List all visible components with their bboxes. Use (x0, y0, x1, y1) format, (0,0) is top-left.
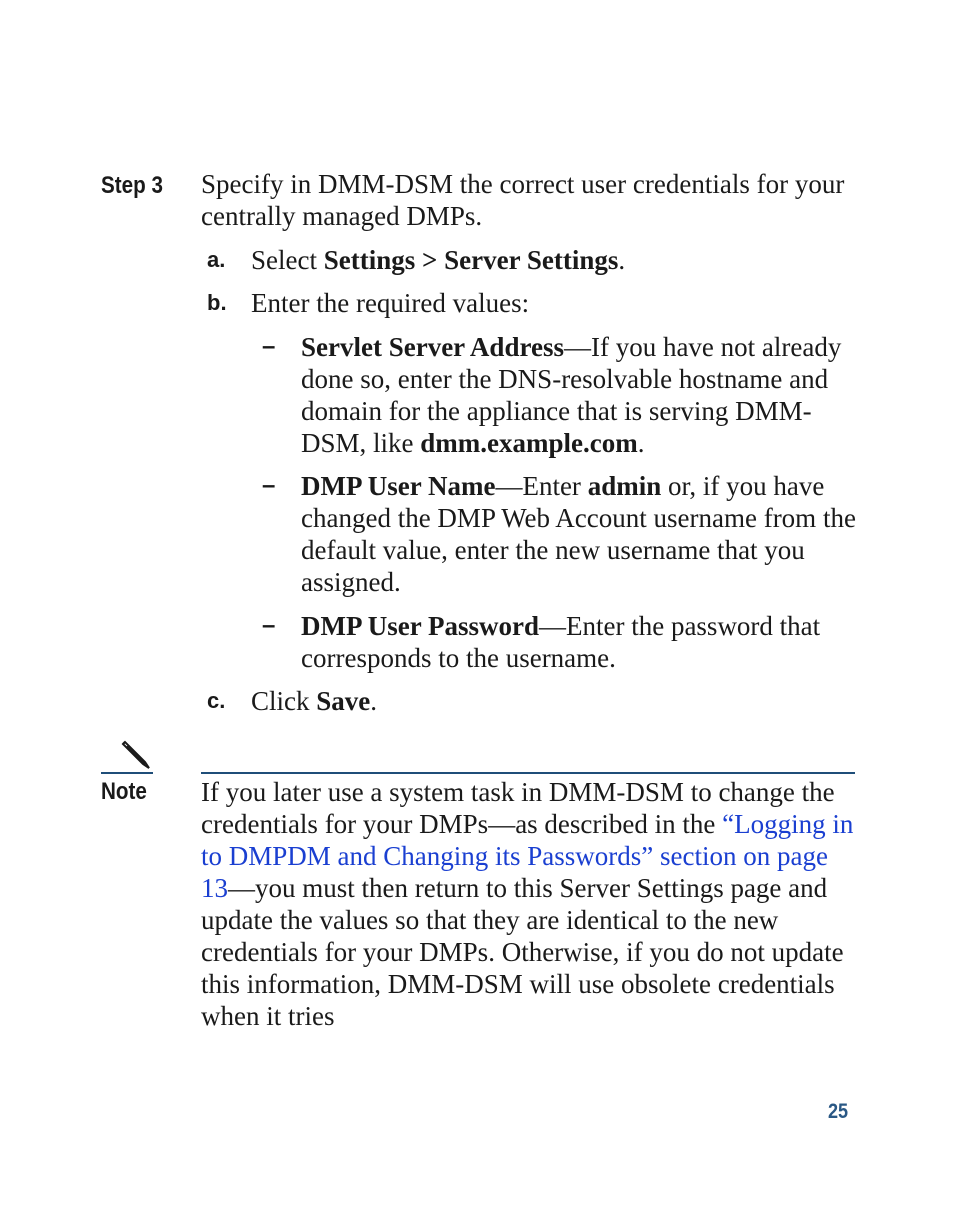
substep-c-text (251, 685, 871, 717)
bullet-body: Enter (522, 471, 588, 501)
note-body-continued: —you must then return to this Server Settings page and update the values so that they are identical to the new credentials for your DMPs. Otherwise, if you do not update this information, DMM-DSM will use obsolete credentials when it tries (201, 873, 844, 1031)
substep-c-letter: c. (207, 688, 226, 713)
page-number: 25 (828, 1100, 849, 1123)
bullet-term: DMP User Name (301, 471, 496, 501)
example-hostname: dmm.example.com (420, 428, 638, 458)
bullet-dmp-user-password (301, 610, 871, 674)
bullet-body-continued: or, if you have changed the DMP Web Account username from the default value, enter the new username that you assigned. (301, 471, 856, 597)
substep-c-suffix: . (370, 686, 377, 716)
note-icon-rule (101, 772, 153, 774)
note-text (201, 776, 861, 1032)
substep-a-prefix: Select (251, 245, 324, 275)
note-body: If you later use a system task in DMM-DSM to change the credentials for your DMPs—as described in the (201, 777, 835, 839)
bullet-servlet-server-address (301, 331, 871, 459)
em-dash: — (538, 611, 566, 641)
default-username: admin (587, 471, 662, 501)
bullet-body: Enter the password that corresponds to the username. (301, 611, 821, 673)
note-label: Note (101, 778, 147, 805)
substep-b-letter: b. (207, 290, 227, 315)
bullet-end: . (637, 428, 645, 458)
note-rule (201, 772, 855, 774)
substep-c-prefix: Click (251, 686, 317, 716)
bullet-term: Servlet Server Address (301, 332, 564, 362)
cross-reference-link[interactable]: “Logging in to DMPDM and Changing its Passwords” section on page 13 (201, 809, 854, 903)
save-term: Save (316, 686, 371, 716)
bullet-dash: – (262, 333, 276, 360)
menu-path: Settings > Server Settings (323, 245, 619, 275)
bullet-body: If you have not already done so, enter the DNS-resolvable hostname and domain for the appliance that is serving DMM-DSM, like (301, 332, 842, 458)
bullet-dash: – (262, 472, 276, 499)
substep-a-text (251, 244, 871, 276)
bullet-term: DMP User Password (301, 611, 539, 641)
substep-a-suffix: . (618, 245, 626, 275)
step-label: Step 3 (101, 172, 163, 199)
substep-b-text: Enter the required values: (251, 288, 530, 318)
substep-a-letter: a. (207, 247, 226, 272)
bullet-dmp-user-name (301, 470, 871, 598)
em-dash: — (495, 471, 523, 501)
em-dash: — (563, 332, 591, 362)
bullet-dash: – (262, 612, 276, 639)
step-text: Specify in DMM-DSM the correct user credentials for your centrally managed DMPs. (201, 169, 845, 231)
pencil-note-icon (115, 738, 155, 772)
